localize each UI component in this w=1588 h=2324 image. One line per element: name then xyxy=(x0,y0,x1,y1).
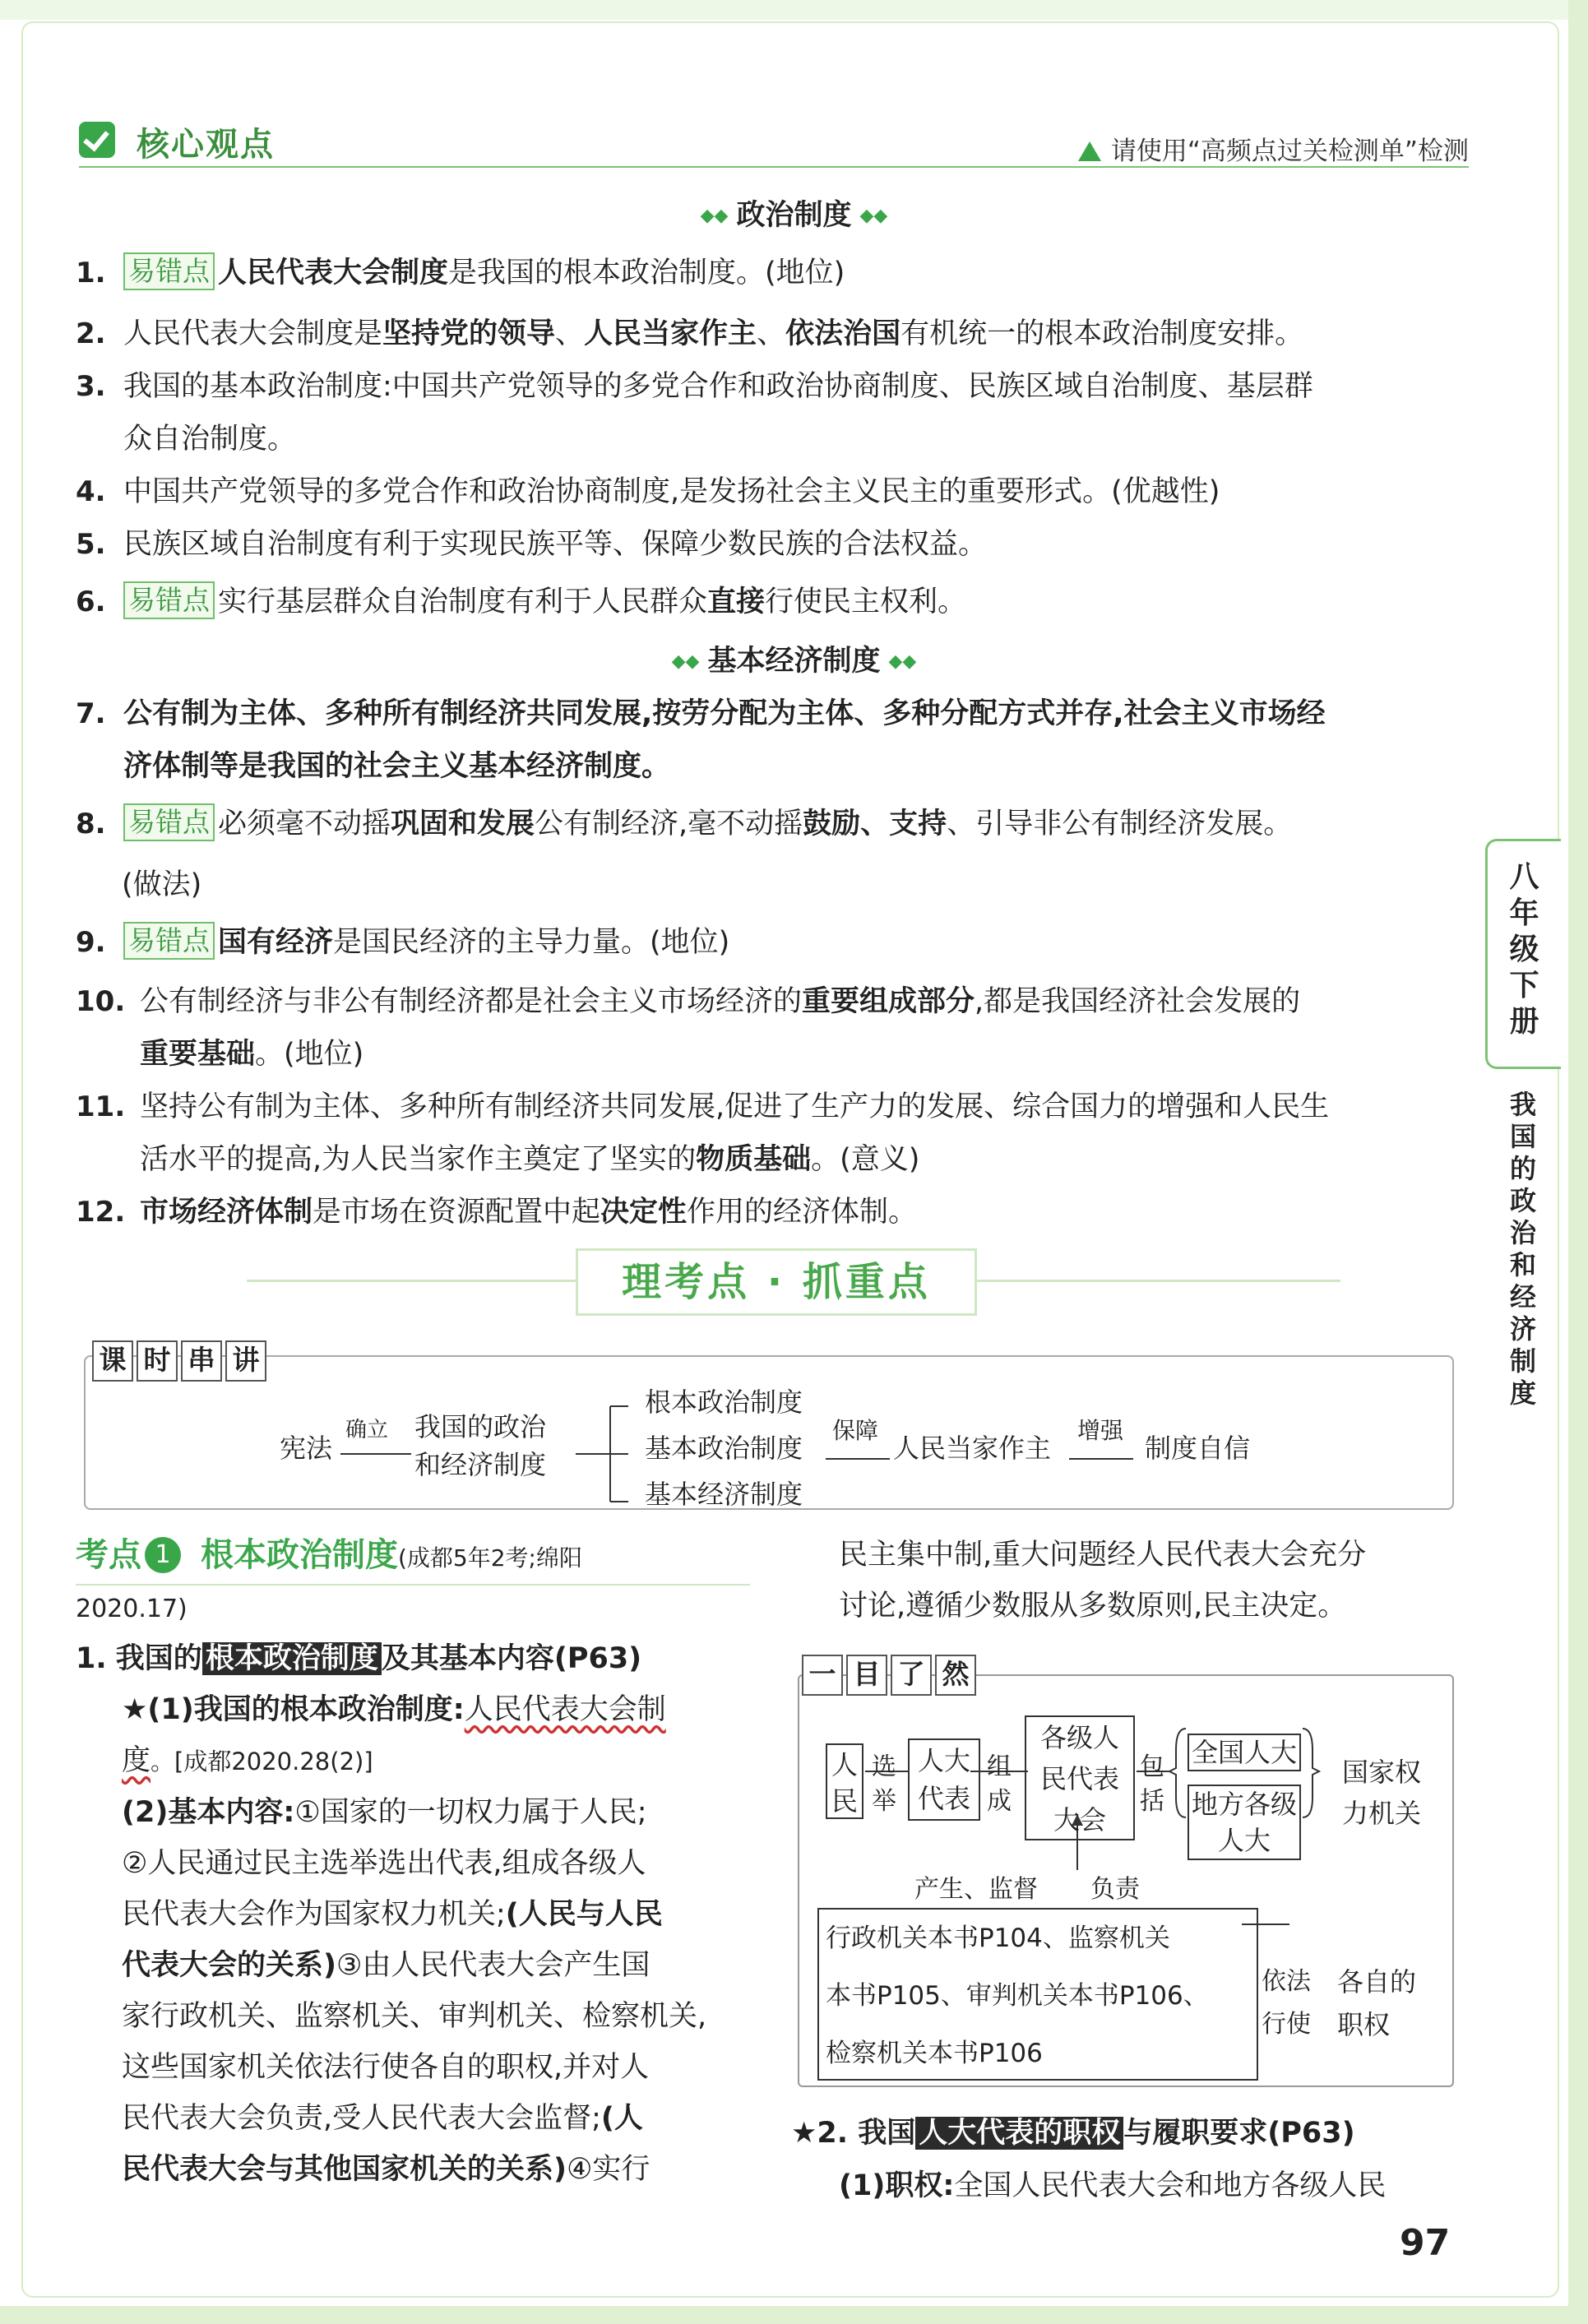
kaodian-heading: 考点 1 根本政治制度(成都5年2考;绵阳 xyxy=(76,1530,750,1586)
node-geji-box: 各级人民代表大会 xyxy=(1025,1715,1135,1840)
top-strip xyxy=(0,0,1588,20)
header-line xyxy=(79,166,1469,168)
list-item: 6. 易错点 实行基层群众自治制度有利于人民群众直接行使民主权利。 xyxy=(76,576,1474,628)
label-yifa: 依法行使 xyxy=(1262,1967,1311,2039)
node-system-l1: 我国的政治 xyxy=(414,1411,547,1442)
left-column: 考点 1 根本政治制度(成都5年2考;绵阳 2020.17) 1. 我国的 根本政治制度 及其基本内容(P63) ★(1)我国的根本政治制度:人民代表大会制 度。[成都2020.28(2)] (2)基本内容:①国家的一切权力属于人民; ②人民通过民主选举选出代表,组成各级人 民代表大会作为国家权力机关;(人民与人民 代表大会的关系)③由人民代表大会产生国 家行政机关、监察机关、审判机关、检察机关, 这些国家机关依法行使各自的职权,并对人 民代表大会负责,受人民代表大会监督;(人 民代表大会与其他国家机关的关系)④实行 xyxy=(76,1530,750,2195)
node-quanguo-box: 全国人大 xyxy=(1188,1734,1301,1771)
banner xyxy=(247,1248,1340,1314)
list-item: 2. 人民代表大会制度是坚持党的领导、人民当家作主、依法治国有机统一的根本政治制度安排。 xyxy=(76,317,1304,350)
list-item: 9. 易错点 国有经济是国民经济的主导力量。(地位) xyxy=(76,916,1474,969)
node-xianfa: 宪法 xyxy=(280,1433,333,1464)
q2-line1: (1)职权:全国人民代表大会和地方各级人民 xyxy=(839,2169,1387,2202)
label-zengqiang: 增强 xyxy=(1077,1417,1124,1444)
lesson-tag: 课 时 串 讲 xyxy=(92,1340,270,1382)
right-strip xyxy=(1568,0,1588,2324)
node-daibiao-box: 人大代表 xyxy=(908,1738,980,1821)
label-fuze: 负责 xyxy=(1090,1875,1140,1904)
list-item: 5. 民族区域自治制度有利于实现民族平等、保障少数民族的合法权益。 xyxy=(76,528,988,561)
node-system-l2: 和经济制度 xyxy=(414,1449,547,1480)
node-difang-box: 地方各级人大 xyxy=(1188,1785,1301,1860)
node-jiguan-box: 行政机关本书P104、监察机关 本书P105、审判机关本书P106、 检察机关本书P106 xyxy=(817,1908,1258,2081)
banner-title: 理考点 · 抓重点 xyxy=(576,1248,977,1316)
warning-icon xyxy=(1078,141,1101,161)
node-b2: 基本政治制度 xyxy=(645,1433,803,1464)
check-icon xyxy=(79,122,115,158)
label-zucheng: 组成 xyxy=(987,1752,1012,1816)
list-item: 11. 坚持公有制为主体、多种所有制经济共同发展,促进了生产力的发展、综合国力的增强和人民生 活水平的提高,为人民当家作主奠定了坚实的物质基础。(意义) xyxy=(76,1090,1330,1176)
list-item: 3. 我国的基本政治制度:中国共产党领导的多党合作和政治协商制度、民族区域自治制度、基层群 众自治制度。 xyxy=(76,370,1313,456)
node-renmin: 人民当家作主 xyxy=(893,1433,1052,1464)
hint: 请使用“高频点过关检测单”检测 xyxy=(1078,130,1469,167)
list-item: 12. 市场经济体制是市场在资源配置中起决定性作用的经济体制。 xyxy=(76,1196,918,1229)
error-tag: 易错点 xyxy=(123,581,215,619)
diamond-icon: ◆◆ xyxy=(671,651,700,672)
node-guojia: 国家权力机关 xyxy=(1342,1757,1422,1829)
node-zhiquan: 各自的职权 xyxy=(1337,1966,1417,2040)
side-chapter-label: 我国的政治和经济制度 xyxy=(1509,1089,1536,1409)
diamond-icon: ◆◆ xyxy=(700,206,729,226)
label-queli: 确立 xyxy=(345,1418,389,1442)
list-item: 4. 中国共产党领导的多党合作和政治协商制度,是发扬社会主义民主的重要形式。(优越性) xyxy=(76,475,1220,508)
error-tag: 易错点 xyxy=(123,252,215,290)
sub-heading-economy: ◆◆ 基本经济制度 ◆◆ xyxy=(671,645,917,678)
header xyxy=(79,113,1469,168)
section-title: 核心观点 xyxy=(137,126,275,164)
overview-tag: 一 目 了 然 xyxy=(802,1655,979,1696)
side-tab[interactable]: 八年级下册 xyxy=(1485,839,1561,1069)
label-baokuo: 包括 xyxy=(1140,1752,1164,1816)
list-item-continuation: (做法) xyxy=(122,868,202,901)
list-item: 7. 公有制为主体、多种所有制经济共同发展,按劳分配为主体、多种分配方式并存,社会主义市场经 济体制等是我国的社会主义基本经济制度。 xyxy=(76,697,1326,783)
right-column: 民主集中制,重大问题经人民代表大会充分 讨论,遵循少数服从多数原则,民主决定。 xyxy=(839,1539,1367,1623)
node-zixin: 制度自信 xyxy=(1145,1433,1251,1464)
list-item: 10. 公有制经济与非公有制经济都是社会主义市场经济的重要组成部分,都是我国经济社会发展的 重要基础。(地位) xyxy=(76,985,1301,1071)
error-tag: 易错点 xyxy=(123,803,215,841)
q2: ★2. 我国 人大代表的职权 与履职要求(P63) xyxy=(791,2117,1355,2150)
page-number: 97 xyxy=(1400,2222,1451,2264)
q1: 1. 我国的 根本政治制度 及其基本内容(P63) xyxy=(76,1642,642,1675)
list-item: 1. 易错点 人民代表大会制度是我国的根本政治制度。(地位) xyxy=(76,247,1474,299)
diamond-icon: ◆◆ xyxy=(888,651,917,672)
label-xuanju: 选举 xyxy=(872,1752,896,1816)
error-tag: 易错点 xyxy=(123,922,215,960)
node-b1: 根本政治制度 xyxy=(645,1387,803,1418)
node-renmin-box: 人民 xyxy=(826,1743,863,1819)
label-baozhang: 保障 xyxy=(832,1417,879,1444)
node-b3: 基本经济制度 xyxy=(645,1479,803,1510)
list-item: 8. 易错点 必须毫不动摇巩固和发展公有制经济,毫不动摇鼓励、支持、引导非公有制经济发展。 xyxy=(76,798,1474,850)
label-chansheng: 产生、监督 xyxy=(914,1875,1038,1904)
sub-heading-politics: ◆◆ 政治制度 ◆◆ xyxy=(700,199,888,232)
bottom-strip xyxy=(0,2306,1588,2324)
diamond-icon: ◆◆ xyxy=(859,206,888,226)
